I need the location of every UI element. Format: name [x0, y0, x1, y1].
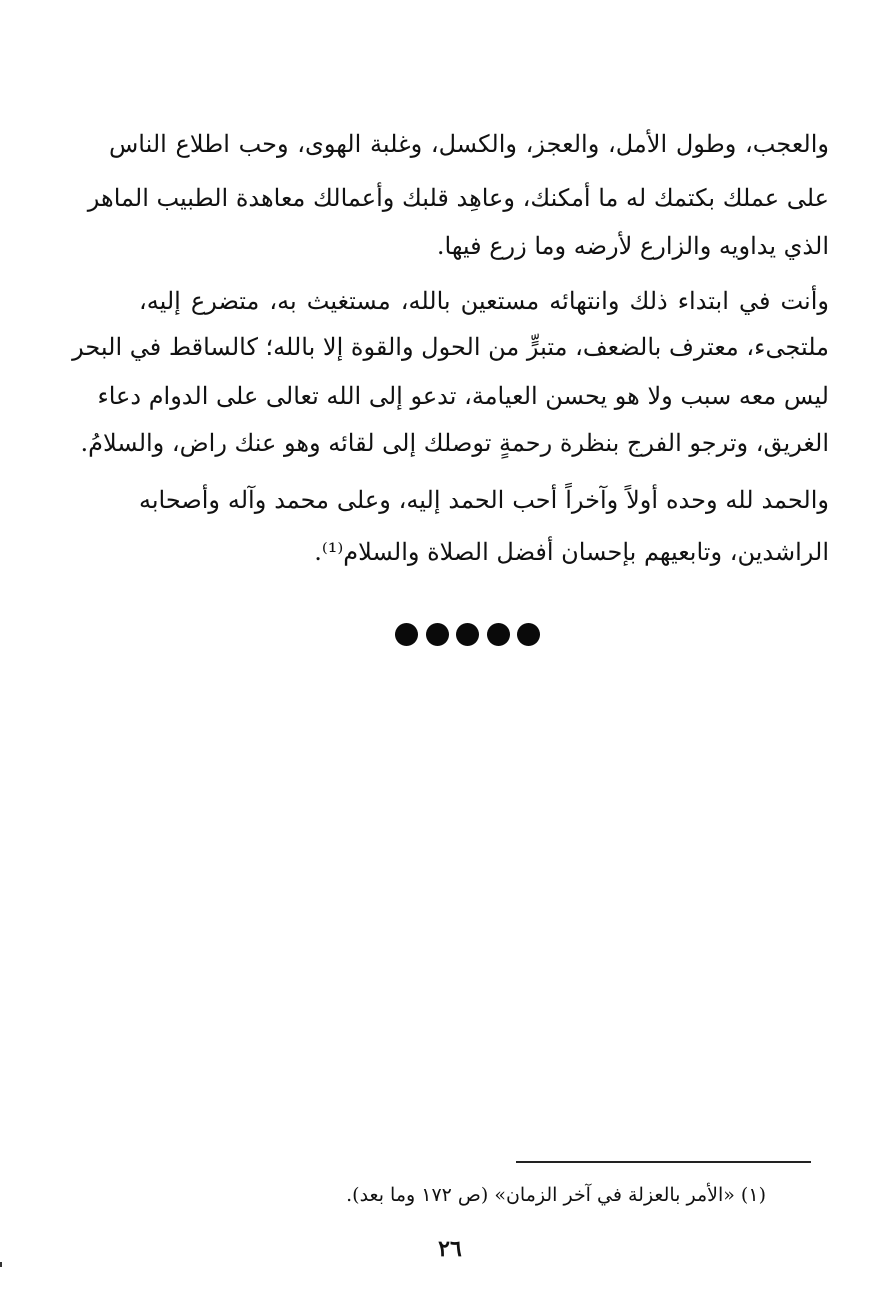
paragraph-1-line-2: على عملك بكتمك له ما أمكنك، وعاهِد قلبك وأعمالك معاهدة الطبيب الماهر — [87, 184, 829, 212]
divider-dot — [456, 623, 479, 646]
paragraph-2-line-2: ملتجىء، معترف بالضعف، متبرٍّ من الحول والقوة إلا بالله؛ كالساقط في البحر — [72, 333, 829, 361]
section-divider-dots — [395, 621, 540, 647]
paragraph-1-line-1: والعجب، وطول الأمل، والعجز، والكسل، وغلبة الهوى، وحب اطلاع الناس — [109, 130, 829, 158]
paragraph-1-line-3: الذي يداويه والزارع لأرضه وما زرع فيها. — [436, 232, 829, 260]
footnote-separator — [516, 1161, 811, 1163]
divider-dot — [426, 623, 449, 646]
scan-edge-mark — [0, 1262, 2, 1267]
paragraph-3-line-1: والحمد لله وحده أولاً وآخراً أحب الحمد إليه، وعلى محمد وآله وأصحابه — [139, 486, 829, 514]
paragraph-2-line-4: الغريق، وترجو الفرج بنظرة رحمةٍ توصلك إلى لقائه وهو عنك راض، والسلامُ. — [80, 429, 829, 457]
paragraph-3-line-2: الراشدين، وتابعيهم بإحسان أفضل الصلاة والسلام⁽¹⁾. — [314, 538, 829, 566]
paragraph-2-line-1: وأنت في ابتداء ذلك وانتهائه مستعين بالله، مستغيث به، متضرع إليه، — [139, 287, 829, 315]
divider-dot — [395, 623, 418, 646]
paragraph-2-line-3: ليس معه سبب ولا هو يحسن العيامة، تدعو إلى الله تعالى على الدوام دعاء — [97, 382, 829, 410]
page-number: ٢٦ — [438, 1236, 462, 1262]
divider-dot — [517, 623, 540, 646]
divider-dot — [487, 623, 510, 646]
footnote: (١) «الأمر بالعزلة في آخر الزمان» (ص ١٧٢ وما بعد). — [346, 1184, 766, 1206]
